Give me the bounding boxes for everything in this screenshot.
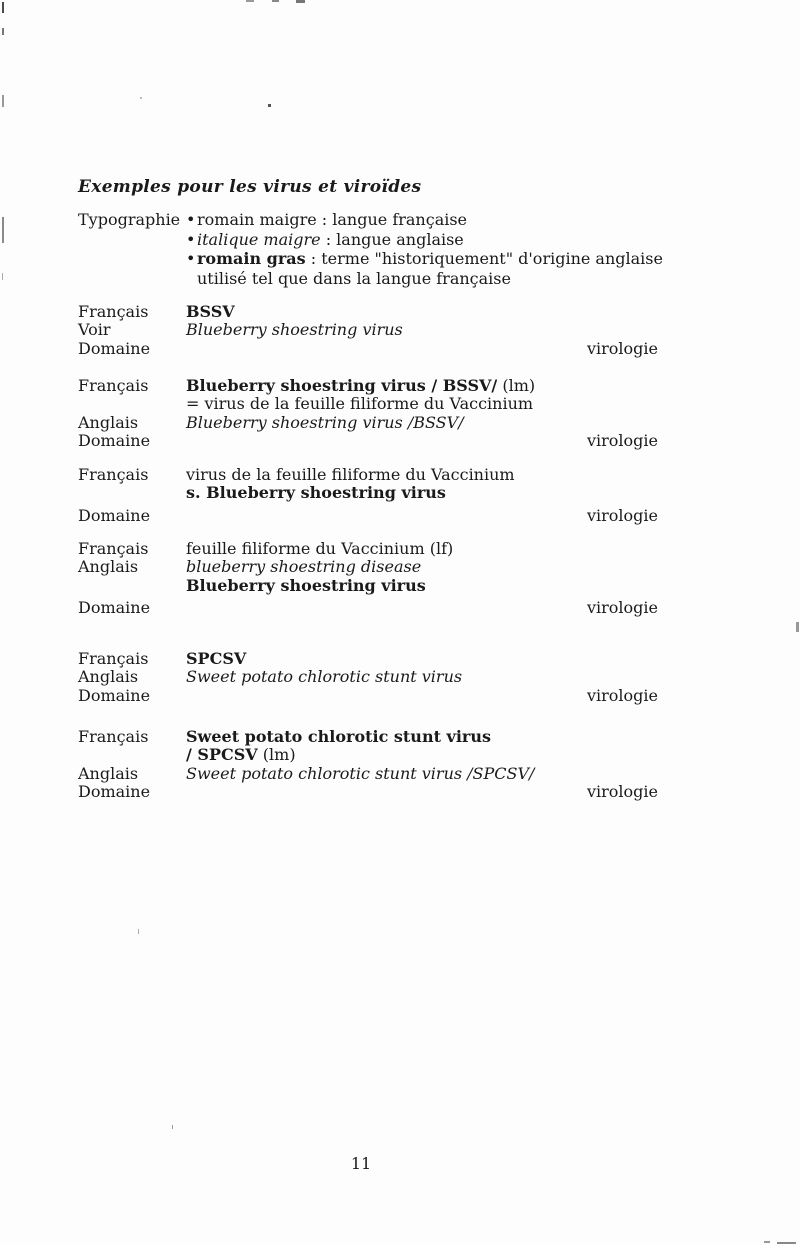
field-label: Domaine bbox=[78, 685, 151, 705]
scan-artifact bbox=[140, 97, 142, 99]
term-entry bbox=[78, 377, 658, 451]
scan-artifact bbox=[296, 0, 305, 3]
term-text: Blueberry shoestring virus bbox=[186, 320, 403, 340]
term-text: BSSV bbox=[186, 302, 235, 321]
entry-row bbox=[78, 728, 658, 746]
field-label: Français bbox=[78, 649, 149, 668]
typography-label: Typographie bbox=[78, 210, 181, 229]
scan-artifact bbox=[777, 1242, 796, 1244]
entry-row bbox=[78, 783, 658, 801]
term-text: = virus de la feuille filiforme du Vaccinium bbox=[186, 394, 534, 414]
field-label: Français bbox=[78, 302, 149, 321]
scan-artifact bbox=[272, 0, 279, 2]
list-item bbox=[186, 210, 678, 230]
entry-row bbox=[78, 765, 658, 783]
entry-row bbox=[78, 507, 658, 525]
field-label bbox=[78, 577, 186, 595]
term-text: / SPCSV (lm) bbox=[186, 745, 296, 765]
term-entry bbox=[78, 466, 658, 525]
scan-artifact bbox=[2, 273, 3, 280]
scan-artifact bbox=[2, 2, 4, 13]
list-item bbox=[186, 230, 678, 250]
term-entry bbox=[78, 540, 658, 618]
field-label: Domaine bbox=[78, 431, 151, 451]
term-text: Blueberry shoestring virus bbox=[186, 575, 426, 595]
term-text: feuille filiforme du Vaccinium (lf) bbox=[186, 539, 454, 558]
entry-row bbox=[78, 599, 658, 617]
entry-row bbox=[78, 414, 658, 432]
domain-value: virologie bbox=[586, 685, 658, 705]
field-label: Domaine bbox=[78, 338, 151, 358]
scan-artifact bbox=[2, 217, 4, 243]
term-text: s. Blueberry shoestring virus bbox=[186, 483, 446, 503]
field-label: Anglais bbox=[78, 763, 139, 783]
field-label bbox=[78, 395, 186, 413]
entry-row bbox=[78, 466, 658, 484]
typography-term: romain maigre bbox=[197, 210, 317, 229]
scan-artifact bbox=[138, 929, 139, 934]
page-number: 11 bbox=[350, 1154, 372, 1173]
term-entry bbox=[78, 728, 658, 802]
list-item-continuation: utilisé tel que dans la langue française bbox=[197, 268, 511, 288]
field-label: Français bbox=[78, 539, 149, 558]
term-text: SPCSV bbox=[186, 649, 247, 668]
scan-artifact bbox=[268, 104, 271, 107]
entry-row bbox=[78, 303, 658, 321]
term-text: Blueberry shoestring virus /BSSV/ bbox=[186, 412, 464, 432]
bullet-marker: • bbox=[186, 249, 196, 268]
term-text: blueberry shoestring disease bbox=[186, 557, 422, 577]
term-text: Sweet potato chlorotic stunt virus bbox=[186, 727, 491, 746]
typography-legend bbox=[78, 210, 678, 288]
field-label: Français bbox=[78, 376, 149, 395]
typography-bullet-list bbox=[186, 210, 678, 288]
entry-row bbox=[78, 484, 658, 502]
page-title: Exemples pour les virus et viroïdes bbox=[78, 177, 422, 198]
field-label: Anglais bbox=[78, 557, 139, 577]
term-text: Sweet potato chlorotic stunt virus bbox=[186, 667, 463, 687]
entry-row bbox=[78, 577, 658, 595]
field-label: Français bbox=[78, 727, 149, 746]
entry-row bbox=[78, 395, 658, 413]
term-text: Sweet potato chlorotic stunt virus /SPCSV/ bbox=[186, 763, 535, 783]
entry-row bbox=[78, 650, 658, 668]
typography-description: : langue française bbox=[316, 210, 468, 229]
entry-row bbox=[78, 377, 658, 395]
field-label: Domaine bbox=[78, 782, 151, 802]
domain-value: virologie bbox=[586, 505, 658, 525]
entry-row bbox=[78, 321, 658, 339]
term-entry bbox=[78, 650, 658, 705]
bullet-marker: • bbox=[186, 210, 196, 229]
typography-description: : langue anglaise bbox=[320, 229, 464, 249]
domain-value: virologie bbox=[586, 431, 658, 451]
entry-row bbox=[78, 746, 658, 764]
scan-artifact bbox=[2, 95, 4, 107]
field-label bbox=[78, 746, 186, 764]
field-label: Anglais bbox=[78, 412, 139, 432]
entry-row bbox=[78, 687, 658, 705]
term-entry bbox=[78, 303, 658, 358]
term-text: Blueberry shoestring virus / BSSV/ (lm) bbox=[186, 376, 536, 395]
term-text: virus de la feuille filiforme du Vaccinium bbox=[186, 465, 515, 484]
entry-row bbox=[78, 668, 658, 686]
scan-artifact bbox=[2, 28, 4, 35]
domain-value: virologie bbox=[586, 782, 658, 802]
field-label: Français bbox=[78, 465, 149, 484]
field-label: Domaine bbox=[78, 505, 151, 525]
entry-row bbox=[78, 432, 658, 450]
entry-row bbox=[78, 558, 658, 576]
field-label: Voir bbox=[78, 320, 111, 340]
domain-value: virologie bbox=[586, 338, 658, 358]
typography-term: italique maigre bbox=[197, 229, 321, 249]
scan-artifact bbox=[246, 0, 254, 2]
entry-row bbox=[78, 340, 658, 358]
field-label: Domaine bbox=[78, 598, 151, 618]
domain-value: virologie bbox=[586, 598, 658, 618]
entry-row bbox=[78, 540, 658, 558]
field-label: Anglais bbox=[78, 667, 139, 687]
scan-artifact bbox=[172, 1125, 173, 1129]
list-item bbox=[186, 249, 678, 269]
bullet-marker: • bbox=[186, 229, 196, 249]
typography-description: : terme "historiquement" d'origine anglaise bbox=[305, 249, 663, 268]
scan-artifact bbox=[764, 1241, 770, 1243]
typography-term: romain gras bbox=[197, 249, 306, 268]
scan-artifact bbox=[796, 622, 799, 632]
field-label bbox=[78, 484, 186, 502]
